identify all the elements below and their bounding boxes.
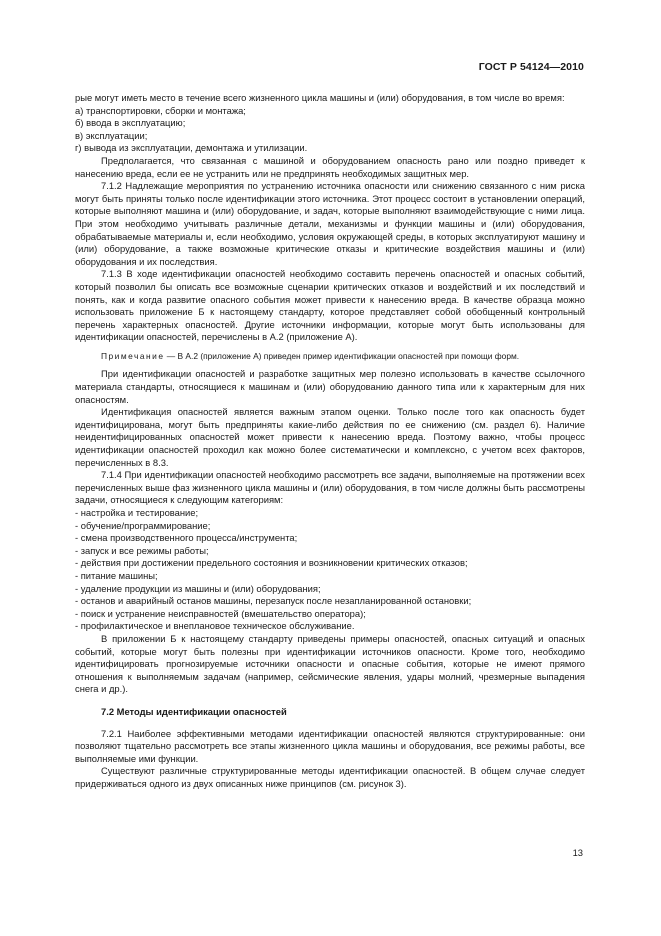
paragraph: В приложении Б к настоящему стандарту приведены примеры опасностей, опасных ситуаций и опасных событий, которые могут быть полезны при идентификации источников опасности. Кроме того, необходимо идентифицировать прогнозируемые источники опасности и опасные события, которые не имеют прямого отношения к выполняемым задачам (например, сейсмические явления, удары молний, чрезмерные выпадения снега и др.). <box>75 632 585 695</box>
note-label: Примечание <box>101 350 165 361</box>
clause-7-1-4: 7.1.4 При идентификации опасностей необходимо рассмотреть все задачи, выполняемые на протяжении всех перечисленных выше фаз жизненного цикла машины и (или) оборудования, в том числе должны быть рассмотрены задачи, относящиеся к следующим категориям: <box>75 469 585 506</box>
list-item: - питание машины; <box>75 569 158 581</box>
list-item: в) эксплуатации; <box>75 129 148 141</box>
list-item: а) транспортировки, сборки и монтажа; <box>75 104 246 116</box>
list-item: - удаление продукции из машины и (или) оборудования; <box>75 582 321 594</box>
list-item: - профилактическое и внеплановое техническое обслуживание. <box>75 620 355 632</box>
page-body <box>75 92 585 790</box>
clause-7-2-1: 7.2.1 Наиболее эффективными методами идентификации опасностей являются структурированные: они позволяют тщательно рассмотреть все этапы жизненного цикла машины и оборудования, все режимы работы, все выполняемые ими функции. <box>75 727 585 764</box>
paragraph: При идентификации опасностей и разработке защитных мер полезно использовать в качестве ссылочного материала стандарты, относящиеся к машинам и (или) оборудованию данного типа или к характерным для них опасностям. <box>75 368 585 405</box>
paragraph: Идентификация опасностей является важным этапом оценки. Только после того как опасность будет идентифицирована, могут быть предприняты какие-либо действия по ее снижению (см. раздел 6). Наличие неидентифицированных опасностей может привести к нанесению вреда. Поэтому важно, чтобы процесс идентификации опасностей проходил как можно более систематически и комплексно, с учетом всех факторов, перечисленных в 8.3. <box>75 406 585 468</box>
clause-7-1-2: 7.1.2 Надлежащие мероприятия по устранению источника опасности или снижению связанного с ним риска могут быть приняты только после идентификации этого источника. Этот процесс состоит в установлении операций, которые выполняют машина и (или) оборудование, и задач, которые выполняют взаимодействующие с ними лица. При этом необходимо учитывать различные детали, механизмы и функции машины и (или) оборудования, обрабатываемые материалы и, если необходимо, условия окружающей среды, в которых эксплуатируют машину и (или) оборудование, а также возможные критические отказы и критические воздействия машины и (или) оборудования и их последствия. <box>75 180 585 267</box>
list-item: - останов и аварийный останов машины, перезапуск после незапланированной остановки; <box>75 595 472 607</box>
list-item: - действия при достижении предельного состояния и возникновении критических отказов; <box>75 557 468 569</box>
note <box>75 351 585 363</box>
list-item: - настройка и тестирование; <box>75 507 199 518</box>
clause-7-1-3: 7.1.3 В ходе идентификации опасностей необходимо составить перечень опасностей и опасных событий, который позволил бы описать все возможные сценарии критических отказов и воздействий и их последствий и понять, как и когда развитие опасного события может привести к нанесению вреда. В качестве образца можно использовать приложение Б к настоящему стандарту, которое представляет собой обобщенный контрольный перечень характерных опасностей. Другие источники информации, которые могут быть использованы для идентификации опасностей, перечислены в А.2 (приложение А). <box>75 268 585 343</box>
paragraph-continuation: рые могут иметь место в течение всего жизненного цикла машины и (или) оборудования, в том числе во время: <box>75 92 565 103</box>
document-header: ГОСТ Р 54124—2010 <box>478 61 584 73</box>
list-item: - обучение/программирование; <box>75 519 211 531</box>
note-text: — В А.2 (приложение А) приведен пример идентификации опасностей при помощи форм. <box>164 350 520 361</box>
page-number: 13 <box>572 847 583 858</box>
paragraph: Предполагается, что связанная с машиной и оборудованием опасность рано или поздно приведет к нанесению вреда, если ее не устранить или не предпринять необходимых защитных мер. <box>75 154 585 179</box>
list-item: - запуск и все режимы работы; <box>75 544 209 556</box>
list-item: г) вывода из эксплуатации, демонтажа и утилизации. <box>75 142 308 154</box>
list-item: - смена производственного процесса/инструмента; <box>75 532 298 544</box>
list-item: - поиск и устранение неисправностей (вмешательство оператора); <box>75 607 366 619</box>
list-item: б) ввода в эксплуатацию; <box>75 117 186 129</box>
section-heading-7-2: 7.2 Методы идентификации опасностей <box>101 705 287 717</box>
paragraph: Существуют различные структурированные методы идентификации опасностей. В общем случае следует придерживаться одного из двух описанных ниже принципов (см. рисунок 3). <box>75 765 585 789</box>
